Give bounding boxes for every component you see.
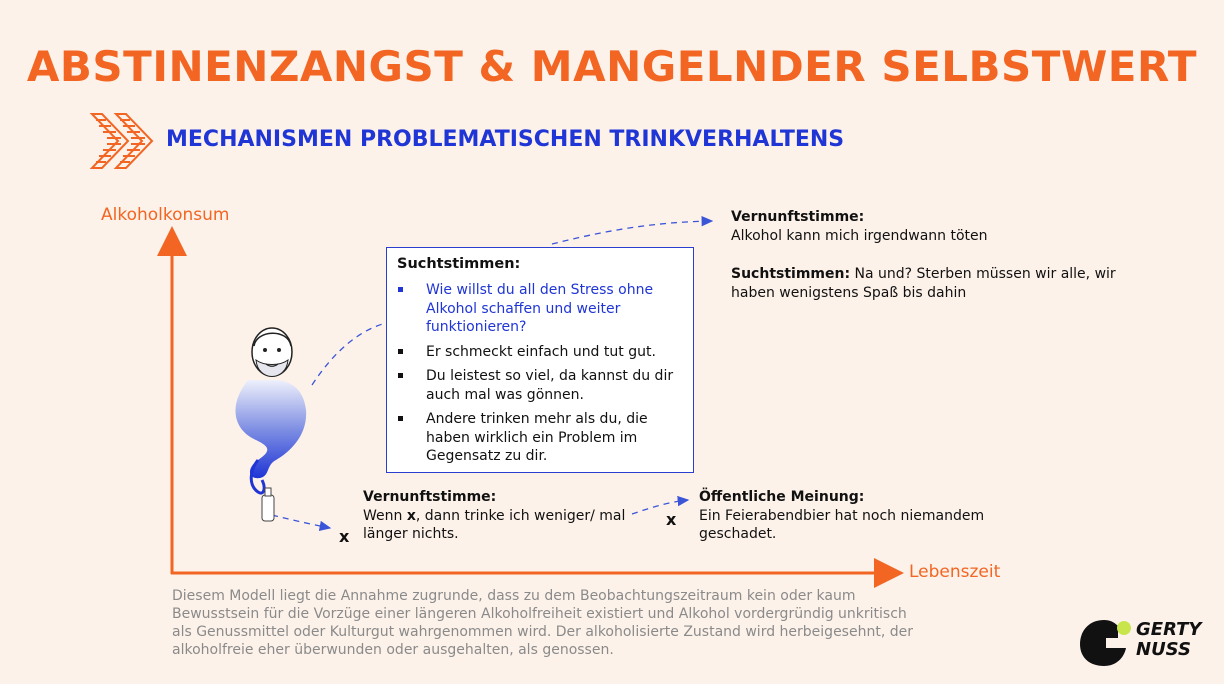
list-item: Du leistest so viel, da kannst du dir auch mal was gönnen. (397, 367, 683, 404)
suchtstimmen-box-title: Suchtstimmen: (397, 256, 521, 272)
list-item: Wie willst du all den Stress ohne Alkohol schaffen und weiter funktionieren? (397, 281, 683, 337)
list-item: Andere trinken mehr als du, die haben wirklich ein Problem im Gegensatz zu dir. (397, 410, 683, 466)
logo-line-1: GERTY (1136, 619, 1202, 640)
vernunftstimme-bottom-x: x (406, 507, 416, 524)
connector-genie-to-box (312, 323, 386, 385)
page-title: ABSTINENZANGST & MANGELNDER SELBSTWERT (26, 42, 1198, 91)
suchtstimmen-box (386, 247, 694, 473)
vernunftstimme-bottom (363, 488, 643, 544)
logo-wordmark (1136, 620, 1201, 660)
suchtstimmen-top-text: Na und? Sterben müssen wir alle, wir haben wenigstens Spaß bis dahin (731, 266, 1116, 301)
genie-illustration (228, 320, 318, 525)
suchtstimmen-top-title: Suchtstimmen: (731, 266, 851, 282)
oeffentliche-meinung-title: Öffentliche Meinung: (699, 489, 865, 505)
oeffentliche-meinung-text: Ein Feierabendbier hat noch niemandem geschadet. (699, 507, 985, 542)
vernunftstimme-bottom-text-pre: Wenn (363, 507, 407, 524)
vernunftstimme-bottom-text-post: , dann trinke ich weniger/ mal länger nichts. (363, 507, 626, 542)
suchtstimmen-top (731, 265, 1161, 302)
vernunftstimme-bottom-title: Vernunftstimme: (363, 489, 497, 505)
vernunftstimme-top (731, 208, 1151, 245)
suchtstimmen-list (397, 281, 683, 466)
subtitle: MECHANISMEN PROBLEMATISCHEN TRINKVERHALTENS (166, 127, 845, 152)
list-item: Er schmeckt einfach und tut gut. (397, 343, 683, 362)
x-axis-label: Lebenszeit (909, 562, 1001, 582)
logo-line-2: NUSS (1136, 639, 1191, 660)
x-marker: x (339, 527, 350, 546)
gerty-nuss-logo-icon (1078, 616, 1134, 668)
footnote: Diesem Modell liegt die Annahme zugrunde, dass zu dem Beobachtungszeitraum kein oder kaum Bewusstsein für die Vorzüge einer längeren Alkoholfreiheit existiert und Alkohol vordergründig unkritisch als Genussmittel oder Kulturgut wahrgenommen wird. Der alkoholisierte Zustand wird herbeigesehnt, der alkoholfreie eher überwunden oder ausgehalten, als genossen. (172, 588, 913, 658)
vernunftstimme-top-title: Vernunftstimme: (731, 209, 865, 225)
x-marker: x (666, 510, 677, 529)
vernunftstimme-top-text: Alkohol kann mich irgendwann töten (731, 227, 988, 244)
oeffentliche-meinung (699, 488, 1039, 544)
y-axis-label: Alkoholkonsum (101, 205, 230, 225)
connector-box-to-vernunft (552, 221, 712, 244)
